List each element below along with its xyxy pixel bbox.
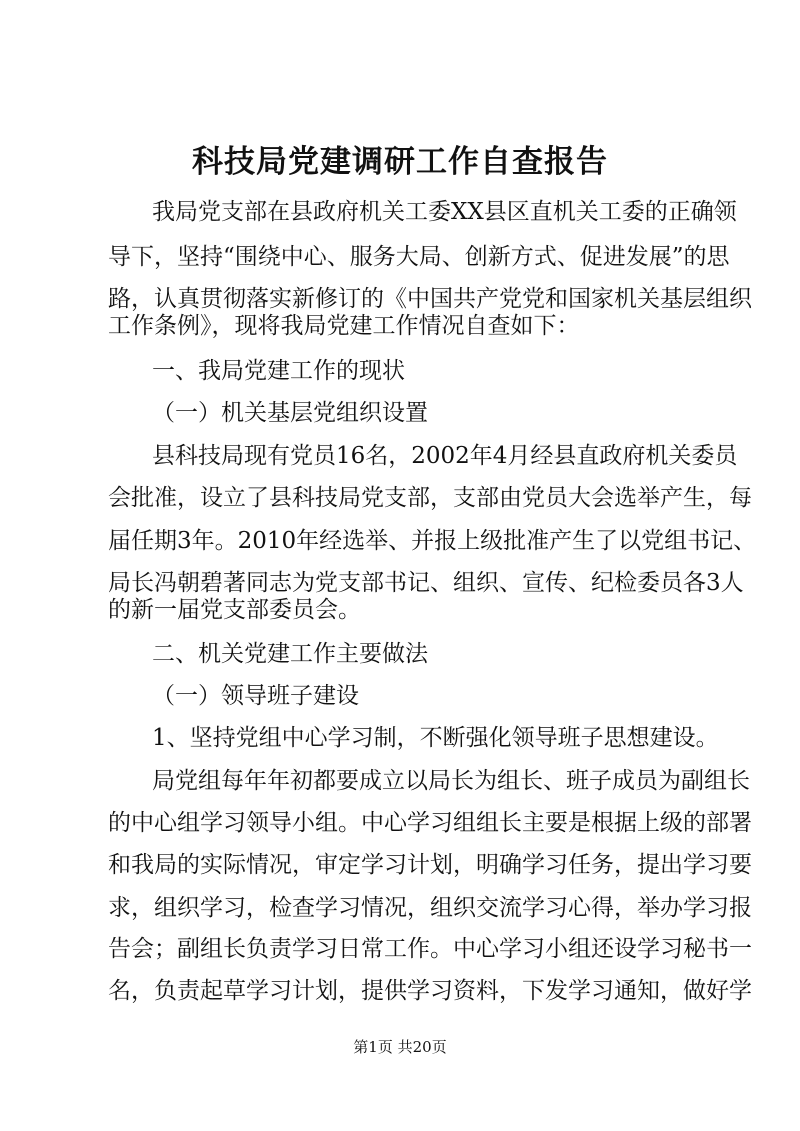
body-line: 会批准，设立了县科技局党支部，支部由党员大会选举产生，每 xyxy=(108,485,752,511)
body-line: 求，组织学习，检查学习情况，组织交流学习心得，举办学习报 xyxy=(108,895,752,921)
body-line: 局长冯朝碧著同志为党支部书记、组织、宣传、纪检委员各3人 xyxy=(108,570,744,596)
body-line: 和我局的实际情况，审定学习计划，明确学习任务，提出学习要 xyxy=(108,852,752,878)
body-line: 工作条例》，现将我局党建工作情况自查如下： xyxy=(108,313,580,339)
body-line: 我局党支部在县政府机关工委XX县区直机关工委的正确领 xyxy=(152,199,737,225)
body-line: 县科技局现有党员16名，2002年4月经县直政府机关委员 xyxy=(152,443,738,469)
body-line: 名，负责起草学习计划，提供学习资料，下发学习通知，做好学 xyxy=(108,978,752,1004)
subsection-heading: （一）领导班子建设 xyxy=(152,683,359,709)
body-line: 局党组每年年初都要成立以局长为组长、班子成员为副组长 xyxy=(152,768,750,794)
body-line: 告会；副组长负责学习日常工作。中心学习小组还设学习秘书一 xyxy=(108,936,752,962)
body-line: 届任期3年。2010年经选举、并报上级批准产生了以党组书记、 xyxy=(108,528,757,554)
section-heading: 二、机关党建工作主要做法 xyxy=(152,641,428,667)
body-line: 的新一届党支部委员会。 xyxy=(108,597,361,623)
body-line: 导下，坚持“围绕中心、服务大局、创新方式、促进发展”的思 xyxy=(108,244,730,270)
page-footer: 第1页 共20页 xyxy=(353,1038,447,1056)
subsection-heading: 1、坚持党组中心学习制，不断强化领导班子思想建设。 xyxy=(152,725,719,751)
section-heading: 一、我局党建工作的现状 xyxy=(152,358,405,384)
body-line: 的中心组学习领导小组。中心学习组组长主要是根据上级的部署 xyxy=(108,810,752,836)
body-line: 路，认真贯彻落实新修订的《中国共产党党和国家机关基层组织 xyxy=(108,286,752,312)
subsection-heading: （一）机关基层党组织设置 xyxy=(152,400,428,426)
document-title: 科技局党建调研工作自查报告 xyxy=(192,144,608,180)
